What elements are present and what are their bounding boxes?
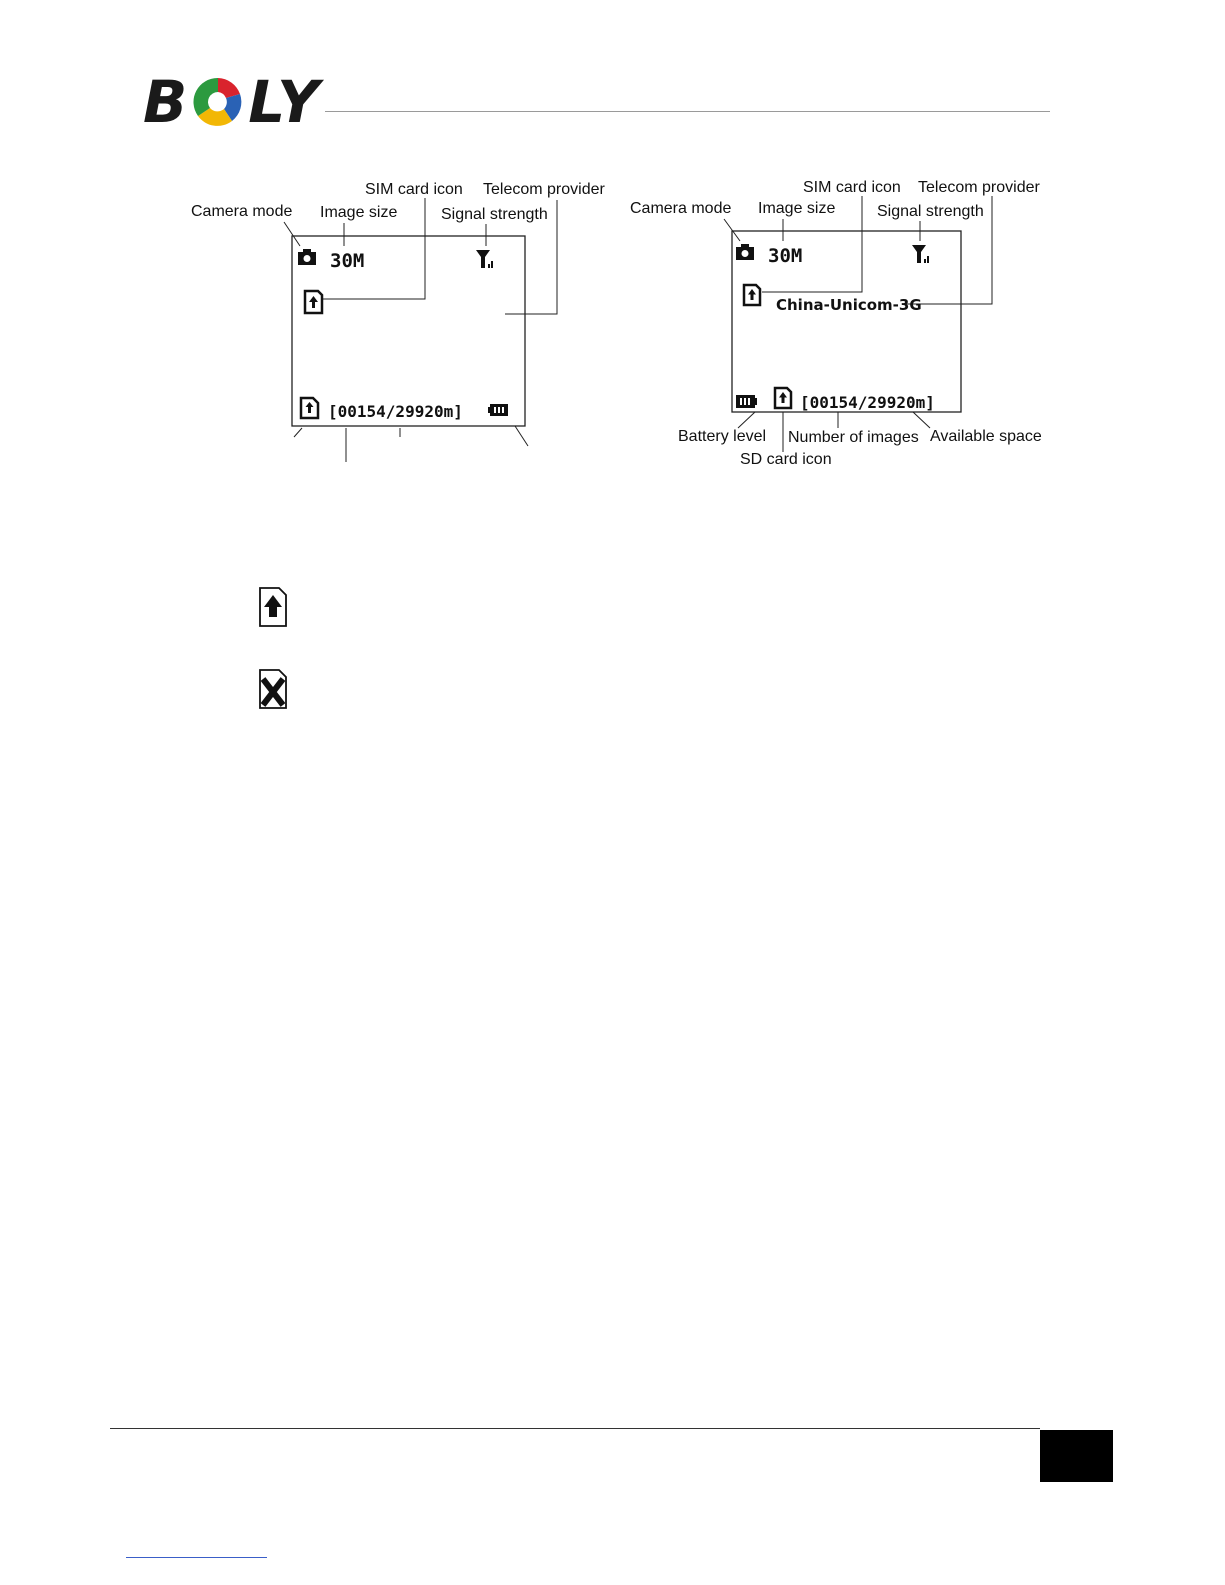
left-label-image-size: Image size [320,204,398,221]
sim-card-missing-icon [258,668,288,710]
bottom-link-underline [126,1557,267,1558]
right-label-telecom-provider: Telecom provider [918,179,1040,196]
display-diagrams [0,0,1225,520]
right-lcd-frame [732,231,961,412]
right-sim-icon [744,285,760,305]
left-label-camera-mode: Camera mode [191,203,293,220]
right-signal-icon [912,245,929,263]
right-image-size-value: 30M [768,245,803,267]
right-label-available-space: Available space [930,428,1042,445]
right-label-signal-strength: Signal strength [877,203,984,220]
right-sd-card-icon [775,388,791,408]
sim-card-upload-icon [258,586,288,628]
left-label-signal-strength: Signal strength [441,206,548,223]
left-label-sim-card-icon: SIM card icon [365,181,463,198]
right-label-image-size: Image size [758,200,836,217]
left-battery-icon [488,404,508,416]
left-sd-card-icon [301,398,318,418]
right-screen-diagram [630,179,1042,468]
left-camera-icon [298,249,316,265]
right-label-number-of-images: Number of images [788,429,919,446]
left-signal-icon [476,250,493,268]
left-lcd-frame [292,236,525,426]
left-label-telecom-provider: Telecom provider [483,181,605,198]
logo-letters-ly: LY [248,68,321,136]
right-label-sim-card-icon: SIM card icon [803,179,901,196]
footer-rule [110,1428,1040,1429]
right-battery-icon [736,395,757,408]
left-counter: [00154/29920m] [328,402,463,421]
left-sim-icon [305,291,322,313]
left-image-size-value: 30M [330,250,365,272]
logo-letter-b: B [143,68,189,136]
right-label-sd-card-icon: SD card icon [740,451,832,468]
right-label-camera-mode: Camera mode [630,200,732,217]
right-provider-value: China-Unicom-3G [776,296,922,314]
right-camera-icon [736,244,754,260]
right-label-battery-level: Battery level [678,428,767,445]
left-screen-diagram [191,181,606,462]
page-number-box [1040,1430,1113,1482]
right-counter: [00154/29920m] [800,393,935,412]
